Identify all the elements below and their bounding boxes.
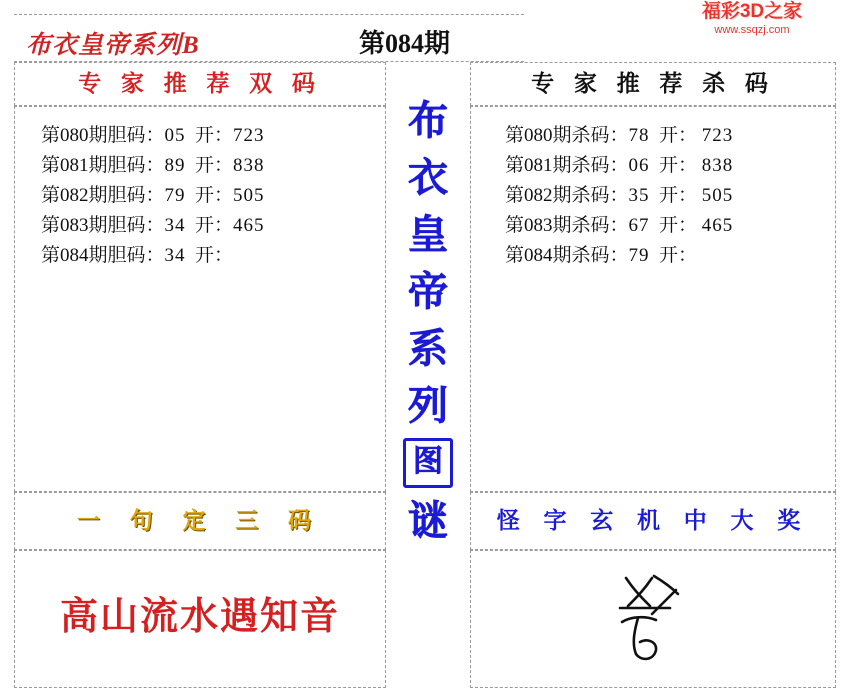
row-open-value: 505 — [233, 185, 265, 206]
row-open-label: 开： — [195, 155, 234, 176]
table-row — [471, 211, 835, 241]
left-bottom-phrase-cell — [14, 550, 386, 688]
stamp-char: 系 — [408, 326, 448, 371]
row-open-value: 505 — [701, 185, 734, 206]
stamp-char-boxed: 图 — [403, 438, 453, 488]
row-value: 34 — [164, 245, 186, 266]
row-open-label: 开： — [659, 155, 698, 176]
left-rows — [15, 107, 385, 271]
table-row — [15, 121, 385, 151]
table-row — [471, 181, 835, 211]
row-label: 第083期杀码： — [505, 215, 629, 236]
row-label: 第081期杀码： — [505, 155, 629, 176]
row-open-label: 开： — [659, 125, 698, 146]
row-open-label: 开： — [195, 215, 234, 236]
row-value: 79 — [628, 245, 650, 266]
row-open-label: 开： — [659, 185, 698, 206]
row-label: 第084期胆码： — [41, 245, 165, 266]
center-stamp-column — [386, 62, 470, 688]
row-value: 78 — [628, 125, 650, 146]
left-panel-heading: 专 家 推 荐 双 码 — [78, 71, 322, 96]
stamp-char: 衣 — [408, 155, 448, 200]
stamp-char: 皇 — [408, 212, 448, 257]
poster-header — [14, 14, 524, 62]
row-value: 89 — [164, 155, 186, 176]
stamp-char: 谜 — [408, 498, 448, 543]
right-panel-heading: 专 家 推 荐 杀 码 — [531, 71, 775, 96]
row-label: 第082期胆码： — [41, 185, 165, 206]
row-value: 34 — [164, 215, 186, 236]
right-rows — [471, 107, 835, 271]
row-label: 第083期胆码： — [41, 215, 165, 236]
row-open-label: 开： — [195, 125, 234, 146]
table-row — [471, 151, 835, 181]
series-title: 布衣皇帝系列B — [26, 32, 200, 59]
row-label: 第080期杀码： — [505, 125, 629, 146]
stamp-char: 帝 — [408, 269, 448, 314]
row-open-value: 465 — [701, 215, 734, 236]
lucky-phrase: 高山流水遇知音 — [59, 596, 340, 638]
right-panel-heading-cell — [470, 62, 836, 106]
stamp-char: 布 — [408, 98, 448, 143]
content-frame — [14, 62, 836, 688]
brand-block — [662, 2, 842, 36]
row-label: 第082期杀码： — [505, 185, 629, 206]
left-panel-body — [14, 106, 386, 492]
row-value: 06 — [628, 155, 650, 176]
row-label: 第081期胆码： — [41, 155, 165, 176]
row-open-label: 开： — [659, 215, 698, 236]
row-open-label: 开： — [195, 185, 234, 206]
row-open-value: 465 — [233, 215, 265, 236]
row-value: 35 — [628, 185, 650, 206]
row-open-label: 开： — [195, 245, 234, 266]
brand-url[interactable]: www.ssqzj.com — [714, 23, 790, 36]
row-value: 67 — [628, 215, 650, 236]
left-bottom-heading: 一 句 定 三 码 — [77, 508, 323, 533]
table-row — [15, 241, 385, 271]
brand-title: 福彩3D之家 — [701, 1, 803, 22]
row-open-value: 723 — [701, 125, 734, 146]
table-row — [15, 181, 385, 211]
left-panel-heading-cell — [14, 62, 386, 106]
handwritten-riddle-glyph — [471, 551, 835, 687]
left-bottom-heading-cell — [14, 492, 386, 550]
table-row — [15, 151, 385, 181]
center-stamp-text — [386, 92, 470, 549]
table-row — [471, 241, 835, 271]
row-label: 第080期胆码： — [41, 125, 165, 146]
row-value: 79 — [164, 185, 186, 206]
row-open-value: 838 — [233, 155, 265, 176]
right-panel-body — [470, 106, 836, 492]
right-bottom-heading-cell — [470, 492, 836, 550]
row-label: 第084期杀码： — [505, 245, 629, 266]
row-open-value: 723 — [233, 125, 265, 146]
table-row — [471, 121, 835, 151]
row-value: 05 — [164, 125, 186, 146]
stamp-char: 列 — [408, 383, 448, 428]
right-bottom-riddle-cell — [470, 550, 836, 688]
right-bottom-heading: 怪 字 玄 机 中 大 奖 — [496, 508, 810, 533]
row-open-label: 开： — [659, 245, 698, 266]
issue-number: 第084期 — [359, 29, 451, 58]
row-open-value: 838 — [701, 155, 734, 176]
table-row — [15, 211, 385, 241]
